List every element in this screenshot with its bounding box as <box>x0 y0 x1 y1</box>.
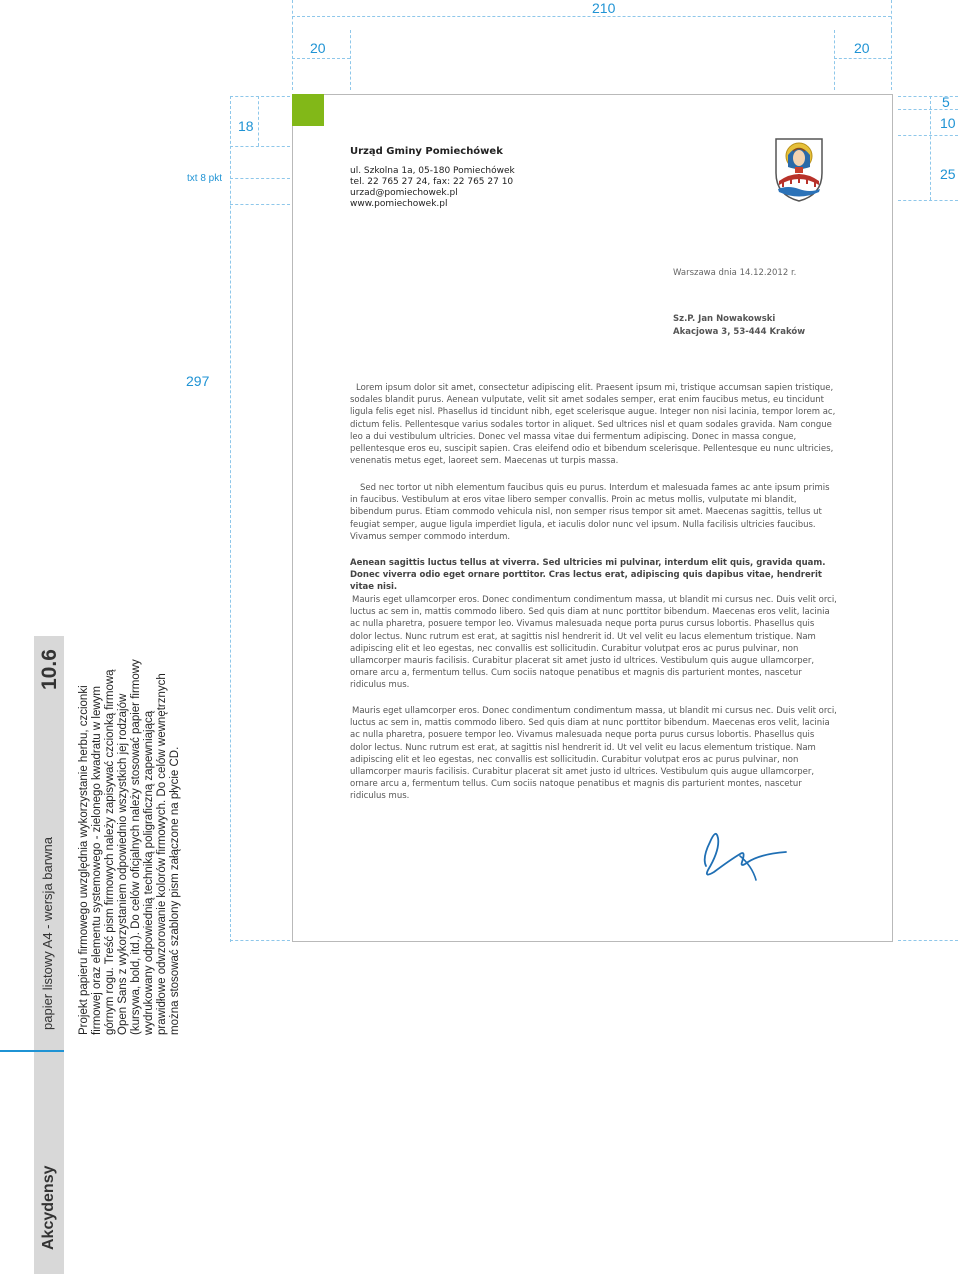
margin-right-label: 20 <box>854 40 870 56</box>
sidebar-description <box>78 659 182 1035</box>
category-label: Akcydensy <box>40 1165 57 1250</box>
coat-of-arms-icon <box>773 137 825 203</box>
description-line: prawidłowe odwzorowanie kolorów firmowych. Do celów wewnętrznych <box>156 673 168 1035</box>
description-line: Projekt papieru firmowego uwzględnia wykorzystanie herbu, czcionki <box>78 685 90 1035</box>
right-a-label: 5 <box>942 94 950 110</box>
recipient-address: Akacjowa 3, 53-444 Kraków <box>673 327 806 337</box>
sender-block <box>350 146 515 210</box>
description-line: wydrukowany odpowiednią techniką poligraficzną zapewniającą <box>143 710 155 1035</box>
green-square <box>292 94 324 126</box>
description-line: firmowej oraz elementu systemowego - zielonego kwadratu w lewym <box>91 686 103 1035</box>
section-number: 10.6 <box>38 649 61 690</box>
text-size-label: txt 8 pkt <box>187 173 223 184</box>
body-paragraph-bold: Aenean sagittis luctus tellus at viverra. Sed ultricies mi pulvinar, interdum elit quis, gravida quam. Donec viverra odio eget ornare porttitor. Cras lectus erat, adipiscing quis dapibus vitae, hendrerit vitae nisi. <box>350 558 826 593</box>
sidebar-accent-bar <box>0 1050 64 1052</box>
right-c-label: 25 <box>940 166 956 182</box>
sender-line: tel. 22 765 27 24, fax: 22 765 27 10 <box>350 177 514 187</box>
sender-line: www.pomiechowek.pl <box>350 199 448 209</box>
sender-line: urzad@pomiechowek.pl <box>350 188 458 198</box>
sender-line: ul. Szkolna 1a, 05-180 Pomiechówek <box>350 166 515 176</box>
body-paragraph-2: Sed nec tortor ut nibh elementum faucibus quis eu purus. Interdum et malesuada fames ac ante ipsum primis in faucibus. Vestibulum at eros vitae libero semper convallis. Proin ac metus mollis, vulputate mi blandit, bibendum purus. Etiam commodo vehicula nisl, non semper risus tempor sit amet. Maecenas sagittis, tellus ut feugiat semper, augue ligula imperdiet ligula, et iaculis dolor nunc vel ipsum. Nulla facilisis ultricies faucibus. Vivamus semper commodo interdum. <box>350 483 830 542</box>
signature-icon <box>700 822 790 884</box>
height-label: 297 <box>186 373 210 389</box>
top-margin-label: 18 <box>238 118 254 134</box>
description-line: górnym rogu. Treść pism firmowych należy zapisywać czcionką firmową <box>104 669 116 1035</box>
margin-left-label: 20 <box>310 40 326 56</box>
body-paragraph-4: Mauris eget ullamcorper eros. Donec condimentum condimentum massa, ut blandit mi cursus nec. Duis velit orci, luctus ac sem in, mattis commodo libero. Sed quis diam at nunc porttitor bibendum. Maecenas eros velit, lacinia ac nulla pharetra, posuere tempor leo. Vivamus malesuada neque porta purus cursus lobortis. Phasellus quis dolor lectus. Nunc rutrum est erat, at sagittis nisl hendrerit id. Ut vel velit eu lacus elementum tristique. Nam adipiscing elit et leo egestas, nec convallis est sollicitudin. Curabitur volutpat eros ac purus pulvinar, non ullamcorper mauris facilisis. Curabitur placerat sit amet justo id ultrices. Vestibulum quis augue ullamcorper, ornare arcu a, fermentum tellus. Cum sociis natoque penatibus et magnis dis parturient montes, nascetur ridiculus mus. <box>350 595 837 691</box>
sender-name: Urząd Gminy Pomiechówek <box>350 146 503 157</box>
body-paragraph-1: Lorem ipsum dolor sit amet, consectetur adipiscing elit. Praesent ipsum mi, tristique accumsan sapien tristique, sodales blandit purus. Aenean vulputate, velit sit amet sodales semper, erat enim faucibus metus, eu tincidunt ligula felis eget nisl. Phasellus id tincidunt nibh, eget scelerisque augue. Integer non nisi lacinia, tempor lorem ac, dictum felis. Pellentesque varius sodales tortor in aliquet. Sed ultrices nisl et quam sodales gravida. Nam congue leo a dui vestibulum ultricies. Donec vel massa vitae dui fermentum adipiscing. Donec in massa congue, pellentesque eros eu, suscipit sapien. Cras eleifend odio et bibendum scelerisque. Pellentesque eu nunc ultricies, venenatis metus eget, laoreet sem. Maecenas ut turpis massa. <box>350 383 836 467</box>
letter-date: Warszawa dnia 14.12.2012 r. <box>673 268 797 278</box>
description-line: (kursywa, bold, itd.). Do celów oficjalnych należy stosować papier firmowy <box>130 659 142 1035</box>
recipient-name: Sz.P. Jan Nowakowski <box>673 314 776 324</box>
width-label: 210 <box>592 0 616 16</box>
body-paragraph-5: Mauris eget ullamcorper eros. Donec condimentum condimentum massa, ut blandit mi cursus nec. Duis velit orci, luctus ac sem in, mattis commodo libero. Sed quis diam at nunc porttitor bibendum. Maecenas eros velit, lacinia ac nulla pharetra, posuere tempor leo. Vivamus malesuada neque porta purus cursus lobortis. Phasellus quis dolor lectus. Nunc rutrum est erat, at sagittis nisl hendrerit id. Ut vel velit eu lacus elementum tristique. Nam adipiscing elit et leo egestas, nec convallis est sollicitudin. Curabitur volutpat eros ac purus pulvinar, non ullamcorper mauris facilisis. Curabitur placerat sit amet justo id ultrices. Vestibulum quis augue ullamcorper, ornare arcu a, fermentum tellus. Cum sociis natoque penatibus et magnis dis parturient montes, nascetur ridiculus mus. <box>350 706 837 802</box>
description-line: Open Sans z wykorzystaniem odpowiednio wszystkich jej rodzajów <box>117 693 129 1035</box>
description-line: można stosować szablony pism załączone na płycie CD. <box>169 746 181 1035</box>
right-b-label: 10 <box>940 115 956 131</box>
recipient-block <box>673 313 805 339</box>
sidebar-title: papier listowy A4 - wersja barwna <box>40 837 55 1030</box>
